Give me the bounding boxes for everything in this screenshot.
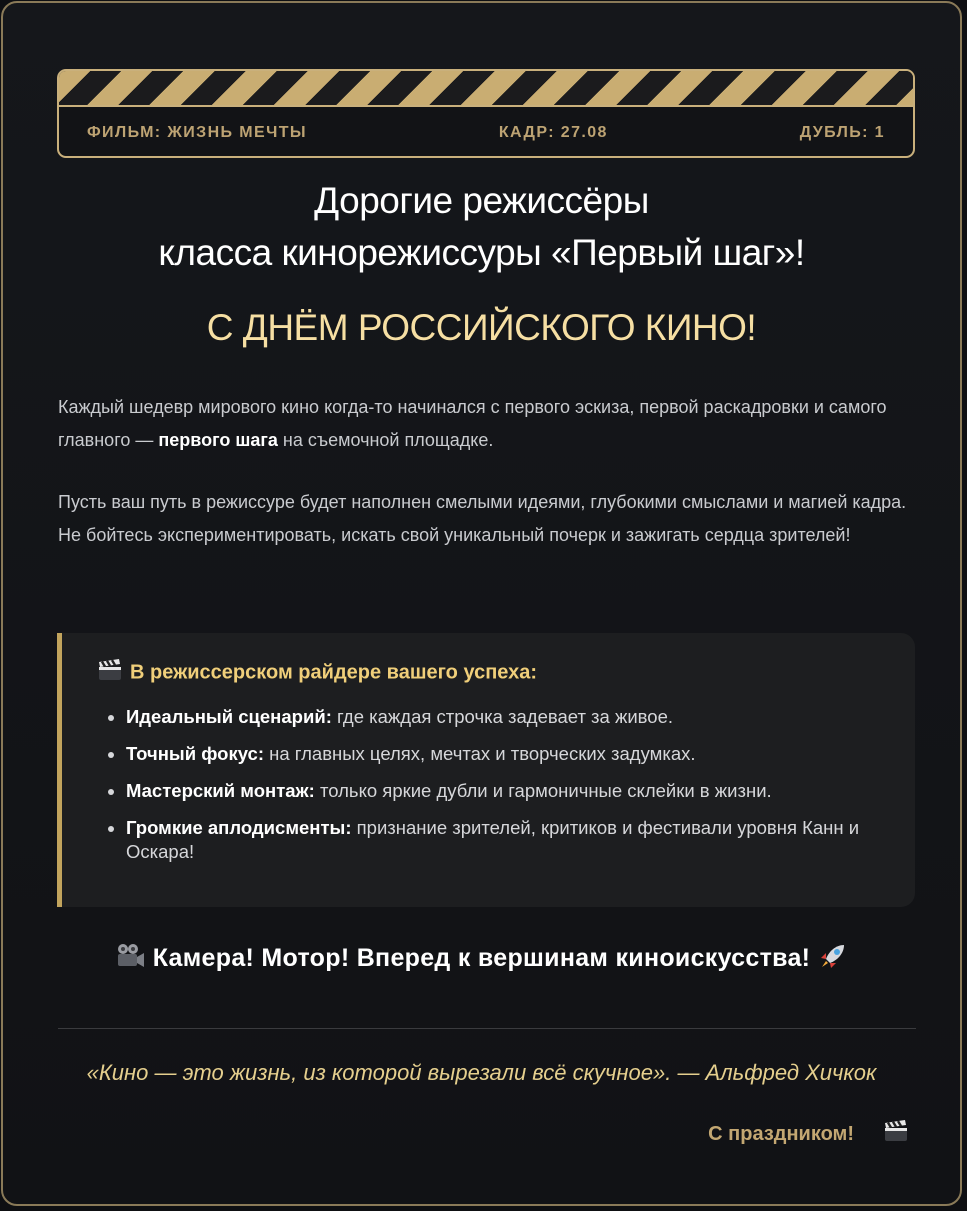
clapper-stripes xyxy=(59,71,913,107)
list-item-text: только яркие дубли и гармоничные склейки в жизни. xyxy=(314,780,772,801)
clapperboard-icon xyxy=(884,1120,908,1148)
call-to-action-text: Камера! Мотор! Вперед к вершинам киноискусства! xyxy=(152,944,811,973)
closing-text: С праздником! xyxy=(708,1122,854,1145)
list-item xyxy=(126,779,896,803)
hitchcock-quote: «Кино — это жизнь, из которой вырезали всё скучное». — Альфред Хичкок xyxy=(86,1060,877,1085)
clapper-take: ДУБЛЬ: 1 xyxy=(799,123,885,141)
greeting-card xyxy=(1,1,962,1206)
divider xyxy=(58,1028,916,1029)
rocket-icon xyxy=(818,941,848,978)
clapperboard-icon xyxy=(98,659,122,687)
list-item-term: Мастерский монтаж: xyxy=(126,780,315,801)
paragraph-1-text: Каждый шедевр мирового кино когда-то начинался с первого эскиза, первой раскадровки и самого главного — xyxy=(58,397,887,450)
list-item-term: Точный фокус: xyxy=(126,743,264,764)
closing xyxy=(708,1120,908,1148)
list-item-text: признание зрителей, критиков и фестивали уровня Канн и Оскара! xyxy=(126,817,860,862)
rider-box xyxy=(57,633,915,907)
list-item-text: на главных целях, мечтах и творческих задумках. xyxy=(263,743,696,764)
rider-title-text: В режиссерском райдере вашего успеха: xyxy=(130,661,538,684)
movie-camera-icon xyxy=(115,943,145,976)
clapper-film: ФИЛЬМ: ЖИЗНЬ МЕЧТЫ xyxy=(87,123,307,141)
greeting-heading xyxy=(3,175,960,279)
rider-list xyxy=(102,705,896,877)
paragraph-1 xyxy=(58,391,928,457)
paragraph-1-tail: на съемочной площадке. xyxy=(277,430,494,450)
list-item xyxy=(126,705,896,729)
call-to-action xyxy=(3,941,960,978)
paragraph-1-bold: первого шага xyxy=(158,430,278,450)
rider-heading xyxy=(98,659,537,687)
paragraph-2: Пусть ваш путь в режиссуре будет наполнен смелыми идеями, глубокими смыслами и магией кадра. Не бойтесь экспериментировать, искать свой уникальный почерк и зажигать сердца зрителей! xyxy=(58,492,907,545)
clapperboard-header xyxy=(57,69,915,158)
list-item xyxy=(126,742,896,766)
list-item-term: Идеальный сценарий: xyxy=(126,706,332,727)
holiday-title: С ДНЁМ РОССИЙСКОГО КИНО! xyxy=(206,307,757,348)
list-item-text: где каждая строчка задевает за живое. xyxy=(331,706,674,727)
list-item-term: Громкие аплодисменты: xyxy=(126,817,352,838)
clapper-frame: КАДР: 27.08 xyxy=(498,123,608,141)
greeting-line-1: Дорогие режиссёры xyxy=(314,180,649,221)
greeting-line-2: класса кинорежиссуры «Первый шаг»! xyxy=(158,232,805,273)
list-item xyxy=(126,816,896,864)
clapper-info-row xyxy=(59,107,913,158)
